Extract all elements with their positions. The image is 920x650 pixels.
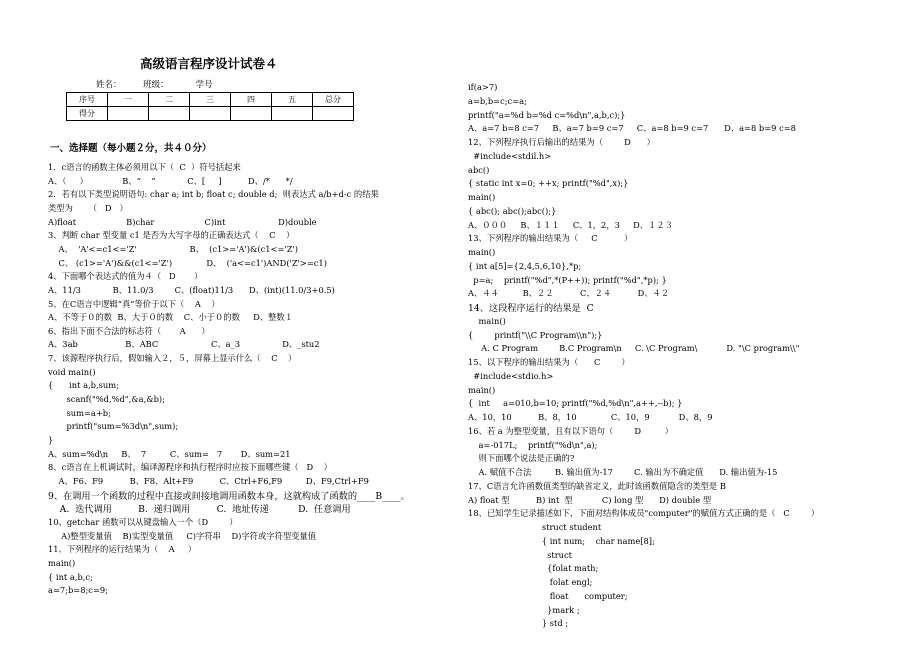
question-line: 13、下列程序的输出结果为（ C ）	[468, 233, 633, 244]
section-title: 一、选择题（每小题２分，共４０分）	[50, 143, 212, 154]
score-header-cell: 三	[190, 93, 231, 107]
question-line: struct	[468, 549, 573, 560]
question-line: 6、指出下面不合法的标志符（ A ）	[48, 325, 210, 336]
question-line: 15、以下程序的输出结果为（ C ）	[468, 357, 630, 367]
question-line: 则下面哪个说法是正确的?	[468, 453, 575, 464]
question-line: sum=a+b;	[48, 407, 111, 418]
score-header-cell: 序号	[67, 93, 108, 107]
question-line: { static int x=0; ++x; printf("%d",x);}	[468, 178, 629, 189]
question-line: 18、已知学生记录描述如下，下面对结构体成员"computer"的赋值方式正确的是（ C ）	[468, 508, 820, 519]
score-header-cell: 四	[231, 93, 272, 107]
question-line: main()	[468, 384, 496, 395]
score-header-cell: 五	[272, 93, 313, 107]
score-header-cell: 总分	[313, 93, 354, 107]
exam-title: 高级语言程序设计试卷４	[140, 56, 278, 71]
question-line: A、４４ B、２２ C、２４ D、４２	[468, 288, 670, 299]
question-line: 7、该源程序执行后，假如输入２，５，屏幕上显示什么（ C ）	[48, 353, 297, 364]
question-line: {folat math;	[468, 563, 599, 574]
question-line: main()	[468, 247, 496, 257]
question-line: } std ;	[468, 618, 569, 629]
question-line: A、０００ B、１１１ C、1，2，3 D、１２３	[468, 219, 673, 230]
question-line: A、10，10 B、8，10 C、10，9 D、8，9	[468, 412, 713, 422]
score-header-cell: 一	[108, 93, 149, 107]
score-cell	[149, 107, 190, 121]
question-line: float computer;	[468, 590, 628, 601]
question-line: printf("a=%d b=%d c=%d\n",a,b,c);}	[468, 109, 626, 120]
question-line: main()	[468, 192, 496, 202]
question-line: 11、下列程序的运行结果为（ A ）	[48, 544, 197, 555]
score-cell	[231, 107, 272, 121]
question-line: struct student	[468, 522, 602, 532]
question-line: a=7;b=8;c=9;	[48, 585, 108, 596]
question-line: 8、c语言在上机调试时，编译源程序和执行程序时应按下面哪些键（ D ）	[48, 462, 332, 473]
score-cell	[272, 107, 313, 121]
question-line: A、F6、F9 B、F8、Alt+F9 C、Ctrl+F6,F9 D、F9,Ctrl+F9	[48, 475, 369, 486]
score-cell	[190, 107, 231, 121]
score-table-value-row	[67, 107, 354, 121]
question-line: { int num; char name[8];	[468, 535, 655, 546]
question-line: printf("sum=%3d\n",sum);	[48, 421, 179, 432]
question-line: scanf("%d,%d",&a,&b);	[48, 394, 165, 405]
question-line: 16、若 a 为整型变量，且有以下语句（ D ）	[468, 425, 674, 436]
question-line: #include<stdio.h>	[468, 370, 554, 381]
question-line: { int a,b,c;	[48, 571, 93, 582]
question-line: A. C Program B.C Program\n C. \C Program\ D. "\C program\\"	[468, 343, 800, 354]
question-line: A、a=7 b=8 c=7 B、a=7 b=9 c=7 C、a=8 b=9 c=7 D、a=8 b=9 c=8	[468, 123, 796, 134]
question-line: A) float 型 B) int 型 C) long 型 D) double 型	[468, 494, 712, 505]
question-line: { int a[5]={2,4,5,6,10},*p;	[468, 260, 582, 271]
question-line: A、 'A'<=c1<='Z' B、 (c1>='A')&(c1<='Z')	[48, 243, 299, 254]
question-line: { abc(); abc();abc();}	[468, 205, 557, 216]
question-line: 2．若有以下类型说明语句: char a; int b; float c; double d; 则表达式 a/b+d-c 的结果	[48, 189, 379, 200]
question-line: p=a; printf("%d",*(P++)); printf("%d",*p); }	[468, 274, 667, 285]
question-line: 3、判断 char 型变量 c1 是否为大写字母的正确表达式（ C ）	[48, 230, 295, 241]
question-line: 5、在C语言中逻辑“真”等价于以下（ A ）	[48, 298, 220, 309]
question-line: { int a=010,b=10; printf("%d,%d\n",a++,--b); }	[468, 398, 683, 409]
question-line: main()	[468, 315, 506, 326]
question-line: { printf("\\C Program\\n");}	[468, 329, 603, 340]
question-line: void main()	[48, 366, 96, 377]
question-line: 14、这段程序运行的结果是 C	[468, 303, 594, 314]
question-line: 4、下面哪个表达式的值为４（ D ）	[48, 271, 203, 282]
question-line: A、sum=%d\n B、 7 C、sum= 7 D、sum=21	[48, 448, 291, 459]
question-line: A. 迭代调用 B. 递归调用 C. 地址传递 D. 任意调用	[48, 504, 351, 516]
question-line: A、不等于０的数 B、大于０的数 C、小于０的数 D、整数１	[48, 312, 293, 323]
question-line: abc()	[468, 164, 490, 175]
question-line: a=-017L; printf("%d\n",a);	[468, 439, 598, 450]
question-line: }mark ;	[468, 604, 580, 615]
question-line: 9、在调用一个函数的过程中直接或间接地调用函数本身，这就构成了函数的____B____。	[48, 490, 410, 502]
question-line: 1．c语言的函数主体必须用以下（ C ）符号括起来	[48, 162, 241, 172]
score-cell	[108, 107, 149, 121]
question-line: 10、getchar 函数可以从键盘输入一个（D ）	[48, 516, 238, 527]
question-line: A、11/3 B、11.0/3 C、(float)11/3 D、(int)(11.0/3+0.5)	[48, 284, 335, 295]
score-header-cell: 二	[149, 93, 190, 107]
student-info-line: 姓名： 班级： 学号	[96, 80, 213, 90]
question-line: main()	[48, 557, 76, 568]
score-table	[66, 92, 354, 121]
score-row-label: 得分	[67, 107, 108, 121]
question-line: C、 (c1>='A')&&(c1<='Z') D、 ('a<=c1')AND('Z'>=c1)	[48, 257, 327, 268]
question-line: A、3ab B、ABC C、a_3 D、_stu2	[48, 339, 320, 350]
question-line: folat engl;	[468, 577, 593, 587]
question-line: { int a,b,sum;	[48, 380, 119, 391]
question-line: 17、C语言允许函数值类型的缺省定义，此时该函数值隐含的类型是 B	[468, 480, 726, 491]
question-line: a=b,b=c;c=a;	[468, 95, 527, 106]
question-line: 12、下列程序执行后输出的结果为（ D ）	[468, 137, 655, 147]
question-line: 类型为 （ D ）	[48, 202, 128, 213]
question-line: A. 赋值不合法 B. 输出值为-17 C. 输出为不确定值 D. 输出值为-15	[468, 467, 778, 477]
question-line: if(a>7)	[468, 82, 498, 92]
question-line: }	[48, 435, 54, 445]
question-line: A、（ ） B、“ ” C、[ ] D、/* */	[48, 175, 293, 186]
score-cell	[313, 107, 354, 121]
question-line: #include<stdil.h>	[468, 150, 552, 161]
score-table-header-row	[67, 93, 354, 107]
question-line: A)整型变量值 B)实型变量值 C)字符串 D)字符或字符型变量值	[48, 530, 317, 541]
question-line: A)float B)char C)int D)double	[48, 216, 317, 227]
